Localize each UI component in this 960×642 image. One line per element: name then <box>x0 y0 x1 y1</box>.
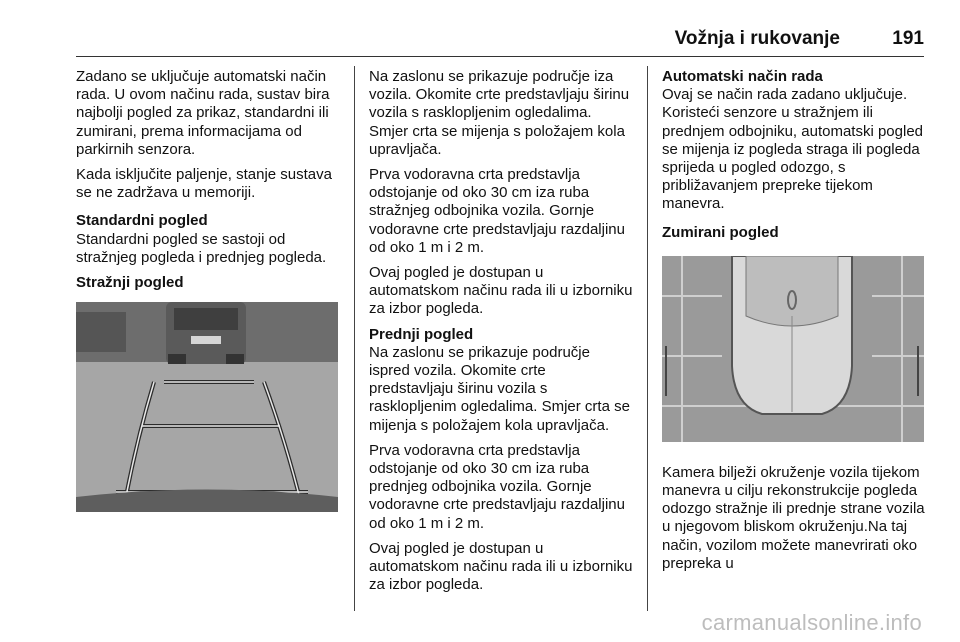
section-heading: Stražnji pogled <box>76 274 184 292</box>
watermark: carmanualsonline.info <box>701 610 922 635</box>
section-heading: Prednji pogled <box>369 325 474 343</box>
section-heading: Automatski način rada <box>662 68 823 85</box>
paragraph: Prva vodoravna crta predstavlja odstojanje od oko 30 cm iza ruba stražnjeg odbojnika vozila. Gornje vodoravne crte predstavljaju razdaljinu od oko 1 m i 2 m. <box>369 166 625 256</box>
column-1 <box>76 68 340 512</box>
page-header <box>76 22 924 57</box>
paragraph: Na zaslonu se prikazuje područje ispred vozila. Okomite crte predstavljaju širinu vozila s rasklopljenim ogledalima. Smjer crta se mijenja s položajem kola upravljača. <box>369 343 630 434</box>
paragraph: Ovaj se način rada zadano uključuje. Koristeći senzore u stražnjem ili prednjem odbojniku, automatski pogled se mijenja iz pogleda straga ili pogleda sprijeda u pogled odozgo, s približavanjem prepreke tijekom manevra. <box>662 86 923 213</box>
paragraph: Ovaj pogled je dostupan u automatskom načinu rada ili u izborniku za izbor pogleda. <box>369 264 633 318</box>
column-2 <box>369 68 633 601</box>
paragraph: Na zaslonu se prikazuje područje iza vozila. Okomite crte predstavljaju širinu vozila s rasklopljenim ogledalima. Smjer crta se mijenja s položajem kola upravljača. <box>369 68 630 158</box>
page-number: 191 <box>892 28 924 49</box>
column-divider <box>647 66 648 611</box>
zoomed-view-camera-figure <box>662 256 924 442</box>
paragraph: Zadano se uključuje automatski način rada. U ovom načinu rada, sustav bira najbolji pogled za prikaz, standardni ili zumirani, prema informacijama od parkirnih senzora. <box>76 68 330 158</box>
section-heading: Standardni pogled <box>76 212 208 230</box>
paragraph: Ovaj pogled je dostupan u automatskom načinu rada ili u izborniku za izbor pogleda. <box>369 539 633 594</box>
paragraph: Kamera bilježi okruženje vozila tijekom manevra u cilju rekonstrukcije pogleda odozgo stražnje ili prednje strane vozila u njegovom bliskom okruženju.Na taj način, vozilom možete manevrirati oko prepreka u <box>662 463 925 572</box>
column-divider <box>354 66 355 611</box>
paragraph: Kada isključite paljenje, stanje sustava se ne zadržava u memoriji. <box>76 166 332 202</box>
paragraph: Standardni pogled se sastoji od stražnjeg pogleda i prednjeg pogleda. <box>76 230 327 266</box>
chapter-title: Vožnja i rukovanje <box>674 28 840 49</box>
paragraph: Prva vodoravna crta predstavlja odstojanje od oko 30 cm iza ruba prednjeg odbojnika vozila. Gornje vodoravne crte predstavljaju razdaljinu od oko 1 m i 2 m. <box>369 441 625 532</box>
section-heading: Zumirani pogled <box>662 223 779 241</box>
column-3 <box>662 68 926 580</box>
rear-view-camera-figure <box>76 302 338 512</box>
